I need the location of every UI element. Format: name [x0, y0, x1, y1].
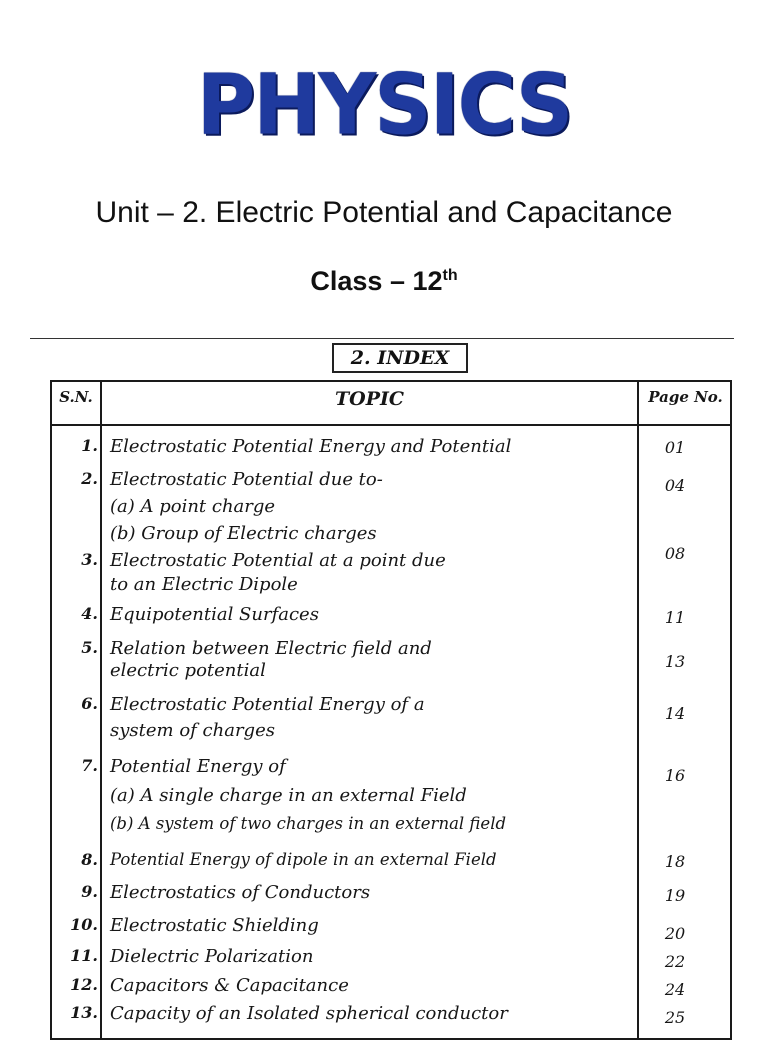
row-serial-number: 1.	[81, 436, 98, 455]
row-topic-line: Electrostatic Potential due to-	[110, 469, 383, 490]
row-topic-line: (b) Group of Electric charges	[110, 523, 377, 544]
divider-rule	[30, 338, 734, 339]
index-heading: 2. INDEX	[332, 343, 468, 373]
physics-logo: PHYSICS	[196, 55, 572, 154]
unit-title: Unit – 2. Electric Potential and Capacitance	[95, 196, 673, 229]
row-serial-number: 10.	[70, 915, 98, 934]
row-topic-line: Capacity of an Isolated spherical conductor	[110, 1003, 508, 1024]
row-topic-line: system of charges	[110, 720, 275, 741]
column-header-topic: TOPIC	[335, 388, 404, 410]
row-page-number: 14	[664, 704, 686, 723]
row-page-number: 16	[664, 766, 686, 785]
class-suffix: th	[442, 267, 458, 284]
row-serial-number: 13.	[70, 1003, 98, 1022]
row-topic-line: (a) A single charge in an external Field	[110, 785, 467, 806]
row-serial-number: 7.	[81, 756, 98, 775]
row-page-number: 11	[664, 608, 686, 627]
row-serial-number: 3.	[81, 550, 98, 569]
row-serial-number: 5.	[81, 638, 98, 657]
header-divider	[50, 424, 732, 426]
row-serial-number: 4.	[81, 604, 98, 623]
row-topic-line: Electrostatics of Conductors	[110, 882, 371, 903]
column-divider-page	[637, 380, 639, 1040]
row-page-number: 01	[664, 438, 686, 457]
row-page-number: 19	[664, 886, 686, 905]
row-page-number: 24	[664, 980, 686, 999]
row-topic-line: Capacitors & Capacitance	[110, 975, 349, 996]
row-page-number: 08	[664, 544, 686, 563]
column-header-page: Page No.	[648, 388, 723, 406]
row-serial-number: 12.	[70, 975, 98, 994]
row-topic-line: Electrostatic Shielding	[110, 915, 319, 936]
row-topic-line: Electrostatic Potential Energy of a	[110, 694, 425, 715]
row-serial-number: 9.	[81, 882, 98, 901]
row-topic-line: (b) A system of two charges in an external field	[110, 814, 507, 833]
row-topic-line: Potential Energy of	[110, 756, 286, 777]
row-topic-line: Equipotential Surfaces	[110, 604, 319, 625]
row-page-number: 25	[664, 1008, 686, 1027]
row-topic-line: electric potential	[110, 660, 266, 681]
row-serial-number: 6.	[81, 694, 98, 713]
row-page-number: 18	[664, 852, 686, 871]
class-label: Class – 12th	[310, 266, 458, 296]
row-serial-number: 8.	[81, 850, 98, 869]
column-divider-sn	[100, 380, 102, 1040]
row-page-number: 04	[664, 476, 686, 495]
row-page-number: 22	[664, 952, 686, 971]
row-page-number: 13	[664, 652, 686, 671]
row-topic-line: to an Electric Dipole	[110, 574, 298, 595]
row-topic-line: (a) A point charge	[110, 496, 276, 517]
row-topic-line: Dielectric Polarization	[110, 946, 314, 967]
row-serial-number: 11.	[70, 946, 98, 965]
row-serial-number: 2.	[81, 469, 98, 488]
row-topic-line: Relation between Electric field and	[110, 638, 432, 659]
column-header-sn: S.N.	[59, 388, 93, 406]
row-topic-line: Electrostatic Potential Energy and Potential	[110, 436, 512, 457]
row-topic-line: Potential Energy of dipole in an external Field	[110, 850, 497, 869]
row-topic-line: Electrostatic Potential at a point due	[110, 550, 446, 571]
row-page-number: 20	[664, 924, 686, 943]
